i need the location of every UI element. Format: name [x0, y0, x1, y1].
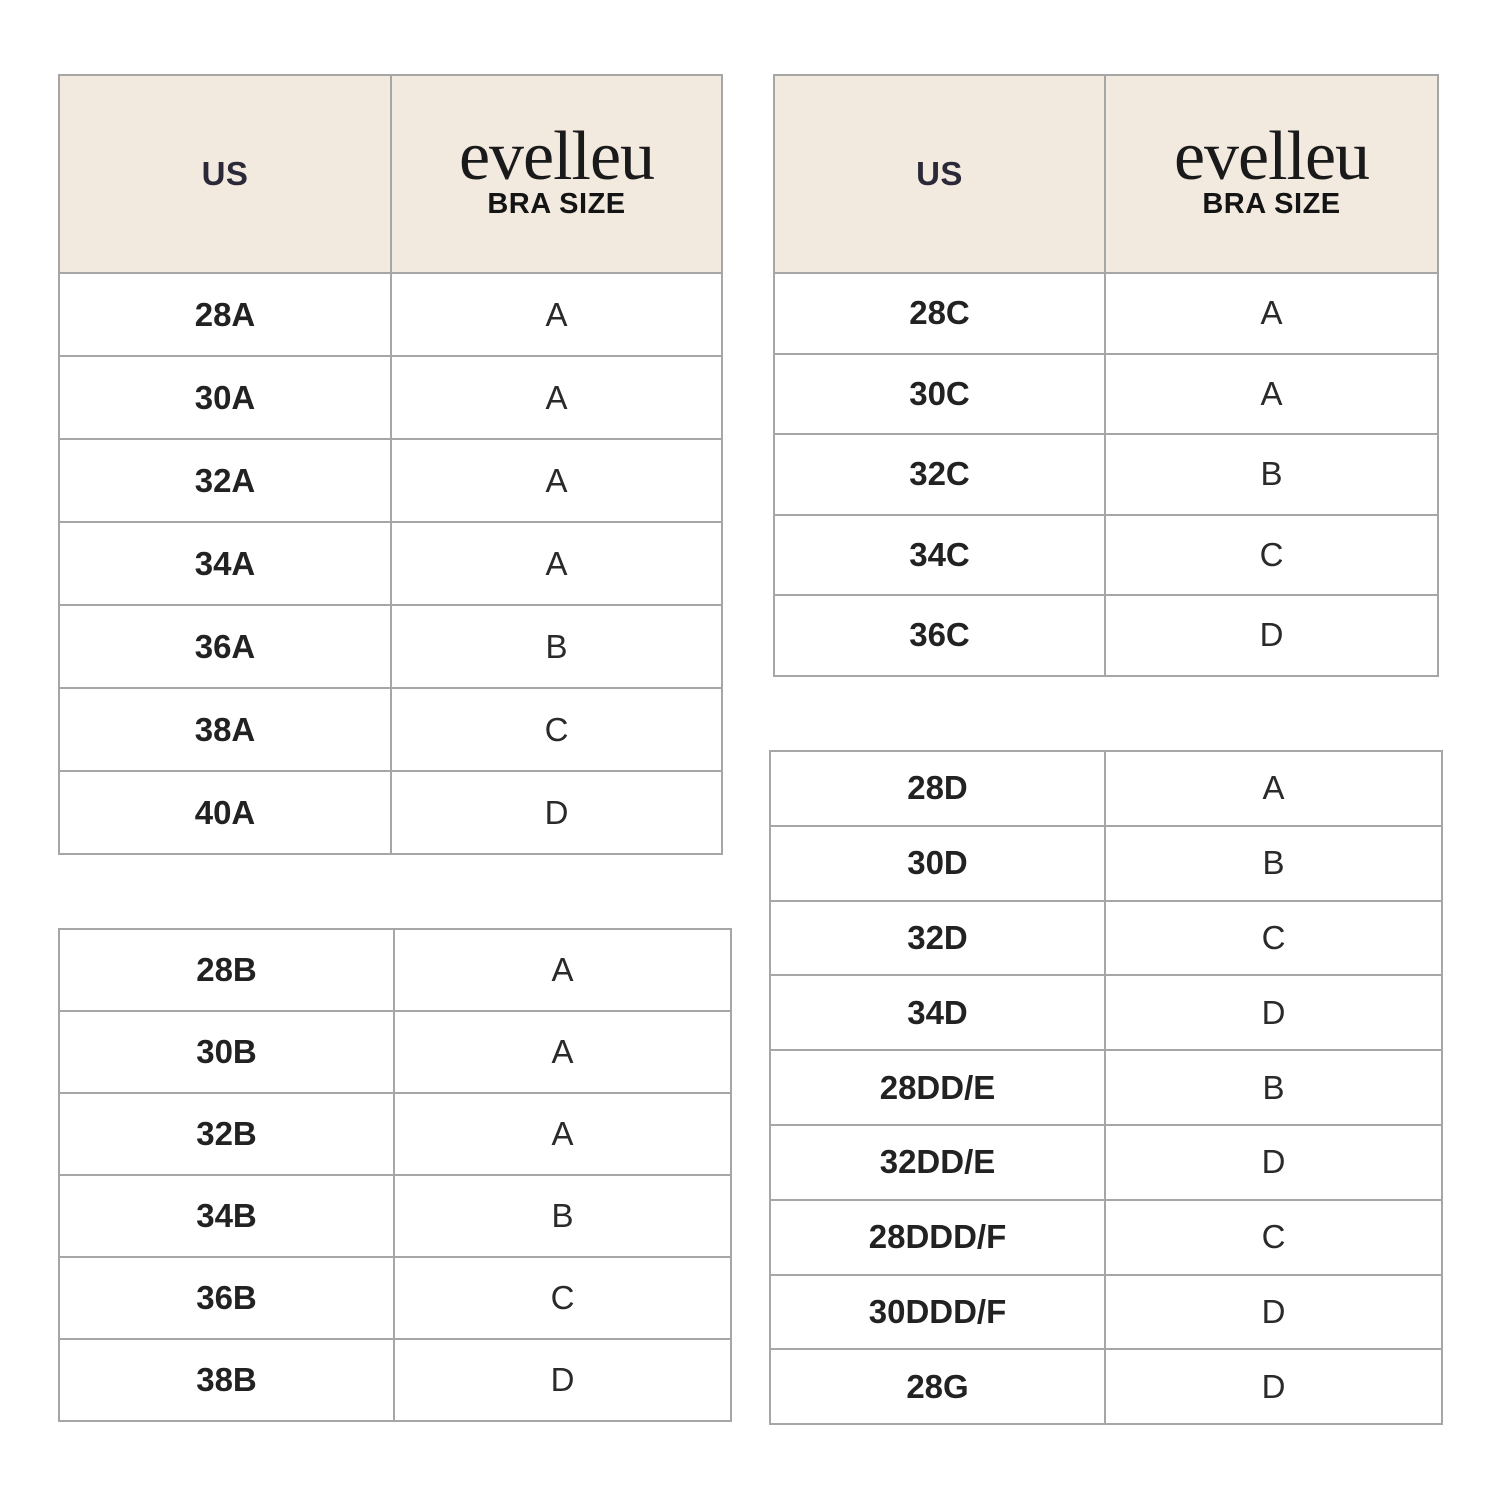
brand-subtitle: BRA SIZE [487, 187, 626, 220]
table-row [59, 1339, 731, 1421]
us-size-cell: 32DD/E [770, 1125, 1105, 1200]
table-row [59, 1011, 731, 1093]
table-row [59, 356, 722, 439]
us-size-cell: 30C [774, 354, 1105, 435]
us-size-cell: 28G [770, 1349, 1105, 1424]
evelleu-size-cell: D [391, 771, 722, 854]
evelleu-size-cell: D [1105, 1125, 1442, 1200]
evelleu-size-cell: C [1105, 901, 1442, 976]
table-row [770, 826, 1442, 901]
evelleu-size-cell: B [394, 1175, 731, 1257]
us-size-cell: 28C [774, 273, 1105, 354]
us-size-cell: 32D [770, 901, 1105, 976]
size-table-d-plus-cups [769, 750, 1443, 1425]
us-label: US [201, 155, 249, 192]
brand-subtitle: BRA SIZE [1202, 187, 1341, 220]
evelleu-size-cell: D [1105, 975, 1442, 1050]
table-row [770, 975, 1442, 1050]
evelleu-size-cell: B [1105, 826, 1442, 901]
table-row [59, 273, 722, 356]
us-label: US [916, 155, 963, 192]
evelleu-size-cell: C [1105, 515, 1438, 596]
evelleu-size-cell: C [391, 688, 722, 771]
brand-logo [1106, 117, 1437, 221]
us-size-cell: 36C [774, 595, 1105, 676]
table-row [770, 901, 1442, 976]
table-row [770, 1125, 1442, 1200]
evelleu-size-cell: C [1105, 1200, 1442, 1275]
evelleu-size-cell: A [394, 1093, 731, 1175]
us-size-cell: 32A [59, 439, 391, 522]
evelleu-size-cell: B [1105, 434, 1438, 515]
table-row [774, 273, 1438, 354]
evelleu-size-cell: B [391, 605, 722, 688]
us-size-cell: 32B [59, 1093, 394, 1175]
us-size-cell: 38A [59, 688, 391, 771]
us-size-cell: 34D [770, 975, 1105, 1050]
table-row [59, 771, 722, 854]
us-size-cell: 40A [59, 771, 391, 854]
evelleu-size-cell: A [1105, 273, 1438, 354]
table-row [59, 605, 722, 688]
table-row [59, 1093, 731, 1175]
brand-logo [392, 117, 721, 221]
brand-name: evelleu [458, 117, 655, 195]
evelleu-size-cell: A [1105, 751, 1442, 826]
us-size-cell: 28B [59, 929, 394, 1011]
us-size-cell: 32C [774, 434, 1105, 515]
us-size-cell: 30A [59, 356, 391, 439]
table-row [774, 595, 1438, 676]
us-size-cell: 30D [770, 826, 1105, 901]
evelleu-size-cell: D [1105, 595, 1438, 676]
table-row [770, 1275, 1442, 1350]
table-row [770, 1050, 1442, 1125]
us-size-cell: 28DD/E [770, 1050, 1105, 1125]
table-row [770, 1200, 1442, 1275]
table-row [59, 929, 731, 1011]
table-header-row [59, 75, 722, 273]
evelleu-size-cell: A [394, 1011, 731, 1093]
size-table-b-cups [58, 928, 732, 1422]
evelleu-size-cell: A [391, 273, 722, 356]
evelleu-size-cell: A [394, 929, 731, 1011]
size-table-a-cups [58, 74, 723, 855]
brand-name: evelleu [1173, 117, 1370, 195]
evelleu-size-cell: D [1105, 1275, 1442, 1350]
evelleu-size-cell: D [394, 1339, 731, 1421]
evelleu-size-cell: A [391, 356, 722, 439]
evelleu-column-header [391, 75, 722, 273]
us-size-cell: 36A [59, 605, 391, 688]
us-size-cell: 34A [59, 522, 391, 605]
us-column-header [774, 75, 1105, 273]
table-row [774, 515, 1438, 596]
evelleu-size-cell: A [1105, 354, 1438, 435]
us-size-cell: 28A [59, 273, 391, 356]
us-size-cell: 34C [774, 515, 1105, 596]
evelleu-size-cell: A [391, 439, 722, 522]
us-size-cell: 38B [59, 1339, 394, 1421]
us-size-cell: 28D [770, 751, 1105, 826]
us-size-cell: 34B [59, 1175, 394, 1257]
evelleu-size-cell: C [394, 1257, 731, 1339]
table-row [770, 751, 1442, 826]
table-row [59, 439, 722, 522]
table-row [59, 688, 722, 771]
us-size-cell: 30DDD/F [770, 1275, 1105, 1350]
evelleu-size-cell: D [1105, 1349, 1442, 1424]
evelleu-size-cell: A [391, 522, 722, 605]
us-size-cell: 30B [59, 1011, 394, 1093]
us-size-cell: 36B [59, 1257, 394, 1339]
table-row [774, 434, 1438, 515]
size-table-c-cups [773, 74, 1439, 677]
table-row [774, 354, 1438, 435]
us-size-cell: 28DDD/F [770, 1200, 1105, 1275]
table-header-row [774, 75, 1438, 273]
table-row [770, 1349, 1442, 1424]
table-row [59, 1175, 731, 1257]
evelleu-column-header [1105, 75, 1438, 273]
evelleu-size-cell: B [1105, 1050, 1442, 1125]
table-row [59, 1257, 731, 1339]
table-row [59, 522, 722, 605]
us-column-header [59, 75, 391, 273]
